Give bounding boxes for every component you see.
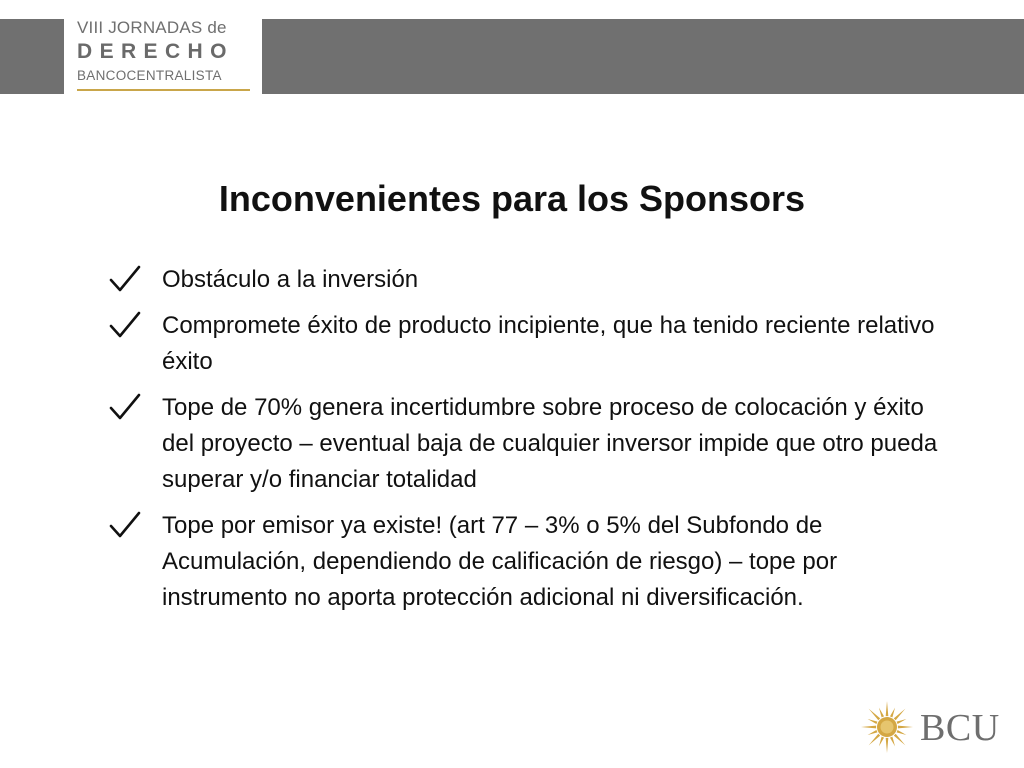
bullet-text: Tope de 70% genera incertidumbre sobre proceso de colocación y éxito del proyecto – eventual baja de cualquier inversor impide que otro pueda superar y/o financiar totalidad xyxy=(162,394,938,493)
sun-ray xyxy=(886,701,889,716)
bcu-logo xyxy=(860,700,1010,756)
checkmark-icon xyxy=(108,510,142,540)
bullet-item xyxy=(108,262,938,298)
checkmark-icon xyxy=(108,310,142,340)
logo-underline xyxy=(77,89,250,91)
sun-ray xyxy=(886,738,889,753)
sun-ray xyxy=(894,709,906,721)
jornadas-logo xyxy=(64,14,262,96)
bcu-logo-text: BCU xyxy=(920,707,1000,749)
sun-ray xyxy=(890,708,895,718)
sun-icon xyxy=(860,700,914,754)
bullet-text: Obstáculo a la inversión xyxy=(162,266,419,293)
sun-ray xyxy=(869,734,881,746)
sun-ray xyxy=(898,726,913,729)
sun-ray xyxy=(879,708,884,718)
sun-ray xyxy=(897,730,907,735)
sun-ray xyxy=(869,709,881,721)
checkmark-icon xyxy=(108,264,142,294)
bullet-item xyxy=(108,508,938,616)
sun-ray xyxy=(897,719,907,724)
checkmark-icon xyxy=(108,392,142,422)
bullet-item xyxy=(108,390,938,498)
sun-ray xyxy=(868,719,878,724)
sun-ray xyxy=(861,726,876,729)
sun-ray xyxy=(879,737,884,747)
sun-ray xyxy=(894,734,906,746)
logo-line-1: VIII JORNADAS de xyxy=(77,18,227,37)
logo-line-3: BANCOCENTRALISTA xyxy=(77,68,222,83)
bullet-item xyxy=(108,308,938,380)
logo-line-2: DERECHO xyxy=(77,40,234,63)
sun-ray xyxy=(890,737,895,747)
bullet-text: Compromete éxito de producto incipiente, que ha tenido reciente relativo éxito xyxy=(162,312,935,375)
slide-title: Inconvenientes para los Sponsors xyxy=(218,178,806,219)
bullet-list xyxy=(108,262,938,626)
bullet-text: Tope por emisor ya existe! (art 77 – 3% o 5% del Subfondo de Acumulación, dependiendo de calificación de riesgo) – tope por instrumento no aporta protección adicional ni diversificación. xyxy=(162,512,838,611)
sun-ray xyxy=(868,730,878,735)
